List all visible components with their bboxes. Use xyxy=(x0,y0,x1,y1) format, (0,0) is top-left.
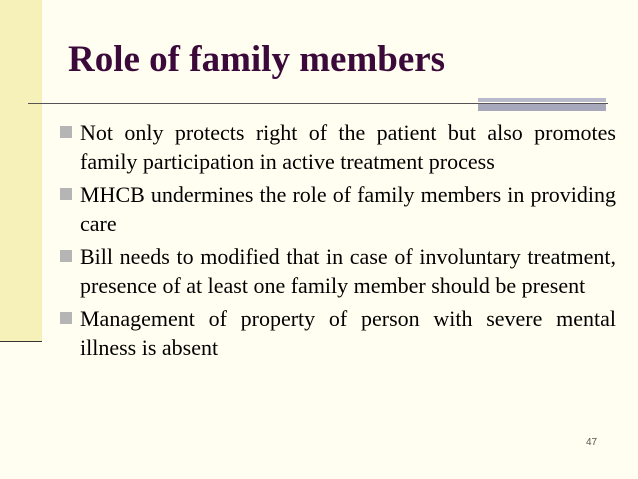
title-rule-accent-bottom xyxy=(478,104,606,111)
square-bullet-icon xyxy=(60,250,72,262)
square-bullet-icon xyxy=(60,312,72,324)
square-bullet-icon xyxy=(60,126,72,138)
bullet-text: Bill needs to modified that in case of involuntary treatment, presence of at least one family member should be present xyxy=(80,244,616,298)
bullet-text: MHCB undermines the role of family members in providing care xyxy=(80,182,616,236)
bullet-item xyxy=(60,242,616,300)
slide-title: Role of family members xyxy=(68,39,446,80)
title-rule-accent-top xyxy=(478,98,606,102)
page-number: 47 xyxy=(586,437,598,448)
bullet-list xyxy=(60,118,616,366)
bullet-text: Management of property of person with severe mental illness is absent xyxy=(80,306,616,360)
bullet-text: Not only protects right of the patient but also promotes family participation in active treatment process xyxy=(80,120,616,174)
bullet-item xyxy=(60,118,616,176)
bullet-item xyxy=(60,304,616,362)
left-accent-band xyxy=(0,0,42,342)
bullet-item xyxy=(60,180,616,238)
square-bullet-icon xyxy=(60,188,72,200)
left-band-divider xyxy=(0,341,42,342)
